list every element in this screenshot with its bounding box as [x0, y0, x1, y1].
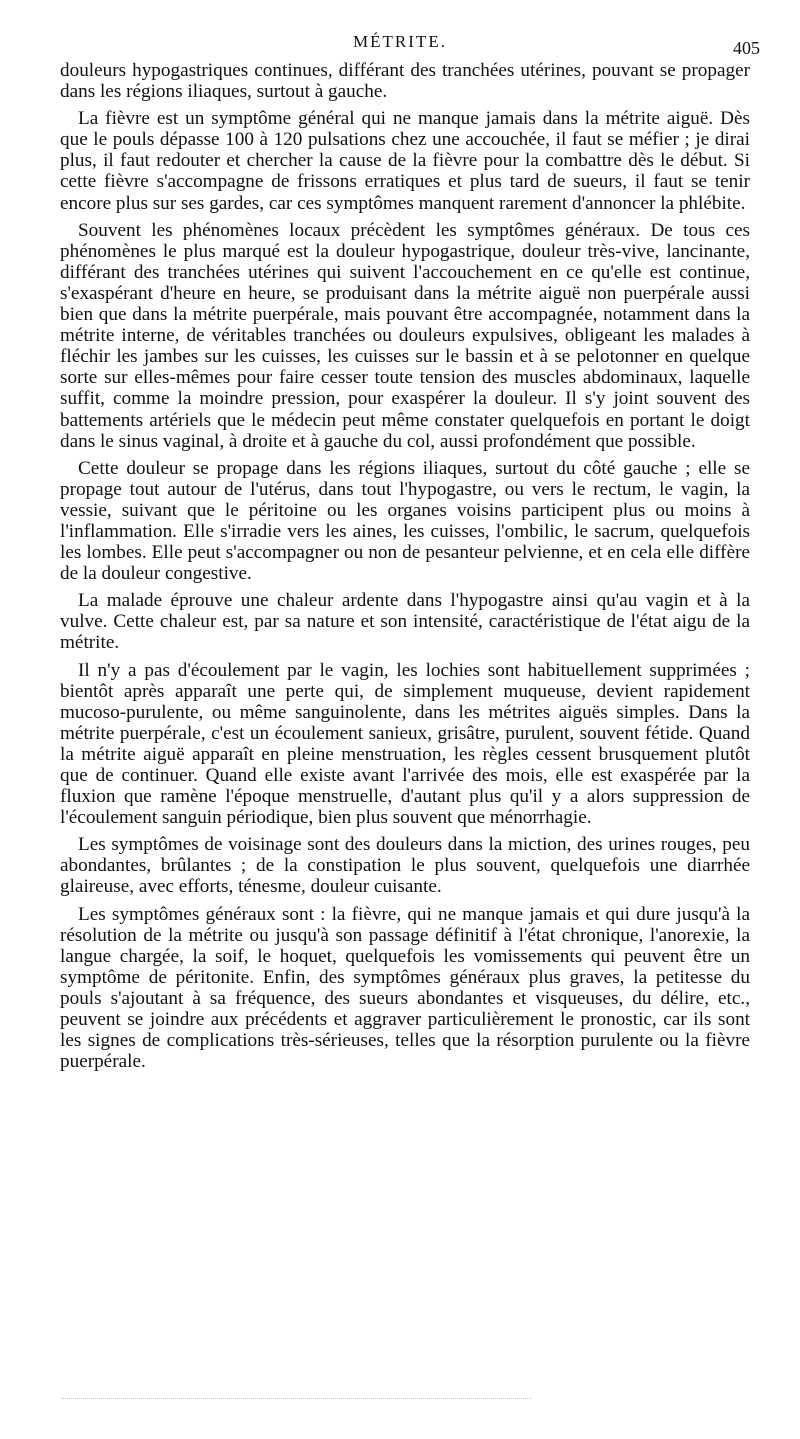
paragraph-fever: La fièvre est un symptôme général qui ne manque jamais dans la métrite aiguë. Dès que le pouls dépasse 100 à 120 pulsations chez une accouchée, il faut se méfier ; je dirai plus, il faut redouter et chercher la cause de la fièvre pour la combattre dès le début. Si cette fièvre s'accompagne de frissons erratiques et plus tard de sueurs, il faut se tenir encore plus sur ses gardes, car ces symptômes manquent rarement d'annoncer la phlébite. [60, 108, 750, 214]
paragraph-heat: La malade éprouve une chaleur ardente dans l'hypogastre ainsi qu'au vagin et à la vulve. Cette chaleur est, par sa nature et son intensité, caractéristique de l'état aigu de la métrite. [60, 590, 750, 654]
paragraph-discharge: Il n'y a pas d'écoulement par le vagin, les lochies sont habituellement supprimées ; bientôt après apparaît une perte qui, de simplement muqueuse, devient rapidement mucoso-purulente, ou même sanguinolente, dans les métrites aiguës simples. Dans la métrite puerpérale, c'est un écoulement sanieux, grisâtre, purulent, souvent fétide. Quand la métrite aiguë apparaît en pleine menstruation, les règles cessent brusquement plutôt que de continuer. Quand elle existe avant l'arrivée des mois, elle est exaspérée par la fluxion que ramène l'époque menstruelle, d'autant plus qu'il y a alors suppression de l'écoulement sanguin périodique, bien plus souvent que ménorrhagie. [60, 659, 750, 829]
paragraph-continuation: douleurs hypogastriques continues, différant des tranchées utérines, pouvant se propager dans les régions iliaques, surtout à gauche. [60, 60, 750, 103]
paragraph-general-symptoms: Les symptômes généraux sont : la fièvre, qui ne manque jamais et qui dure jusqu'à la résolution de la métrite ou jusqu'à son passage définitif à l'état chronique, l'anorexie, la langue chargée, la soif, le hoquet, quelquefois les vomissements qui peuvent être un symptôme de péritonite. Enfin, des symptômes généraux plus graves, la petitesse du pouls s'ajoutant à sa fréquence, des sueurs abondantes et visqueuses, du délire, etc., peuvent se joindre aux précédents et aggraver particulièrement le pronostic, car ils sont les signes de complications très-sérieuses, telles que la résorption purulente ou la fièvre puerpérale. [60, 903, 750, 1073]
paragraph-local-phenomena: Souvent les phénomènes locaux précèdent les symptômes généraux. De tous ces phénomènes le plus marqué est la douleur hypogastrique, douleur très-vive, lancinante, différant des tranchées utérines qui suivent l'accouchement en ce qu'elle est continue, s'exaspérant d'heure en heure, se produisant dans la métrite aiguë non puerpérale aussi bien que dans la métrite puerpérale, mais pouvant être accompagnée, notamment dans la métrite interne, de véritables tranchées ou douleurs expulsives, obligeant les malades à fléchir les jambes sur les cuisses, les cuisses sur le bassin et à se pelotonner en quelque sorte sur elles-mêmes pour faire cesser toute tension des muscles abdominaux, laquelle suffit, comme la moindre pression, pour exaspérer la douleur. Il s'y joint souvent des battements artériels que le médecin peut même constater quelquefois en portant le doigt dans le sinus vaginal, à droite et à gauche du col, aussi profondément que possible. [60, 219, 750, 452]
bleed-through-line [62, 1398, 532, 1405]
paragraph-neighboring-symptoms: Les symptômes de voisinage sont des douleurs dans la miction, des urines rouges, peu abondantes, brûlantes ; de la constipation le plus souvent, quelquefois une diarrhée glaireuse, avec efforts, ténesme, douleur cuisante. [60, 834, 750, 898]
page-number: 405 [733, 38, 760, 58]
running-title: MÉTRITE. [353, 32, 447, 51]
running-head [0, 30, 800, 58]
paragraph-pain-propagation: Cette douleur se propage dans les régions iliaques, surtout du côté gauche ; elle se propage tout autour de l'utérus, dans tout l'hypogastre, ou vers le rectum, le vagin, la vessie, suivant que le péritoine ou les organes voisins participent plus ou moins à l'inflammation. Elle s'irradie vers les aines, les cuisses, l'ombilic, le sacrum, quelquefois les lombes. Elle peut s'accompagner ou non de pesanteur pelvienne, et en cela elle diffère de la douleur congestive. [60, 457, 750, 585]
body-text [60, 60, 750, 1078]
